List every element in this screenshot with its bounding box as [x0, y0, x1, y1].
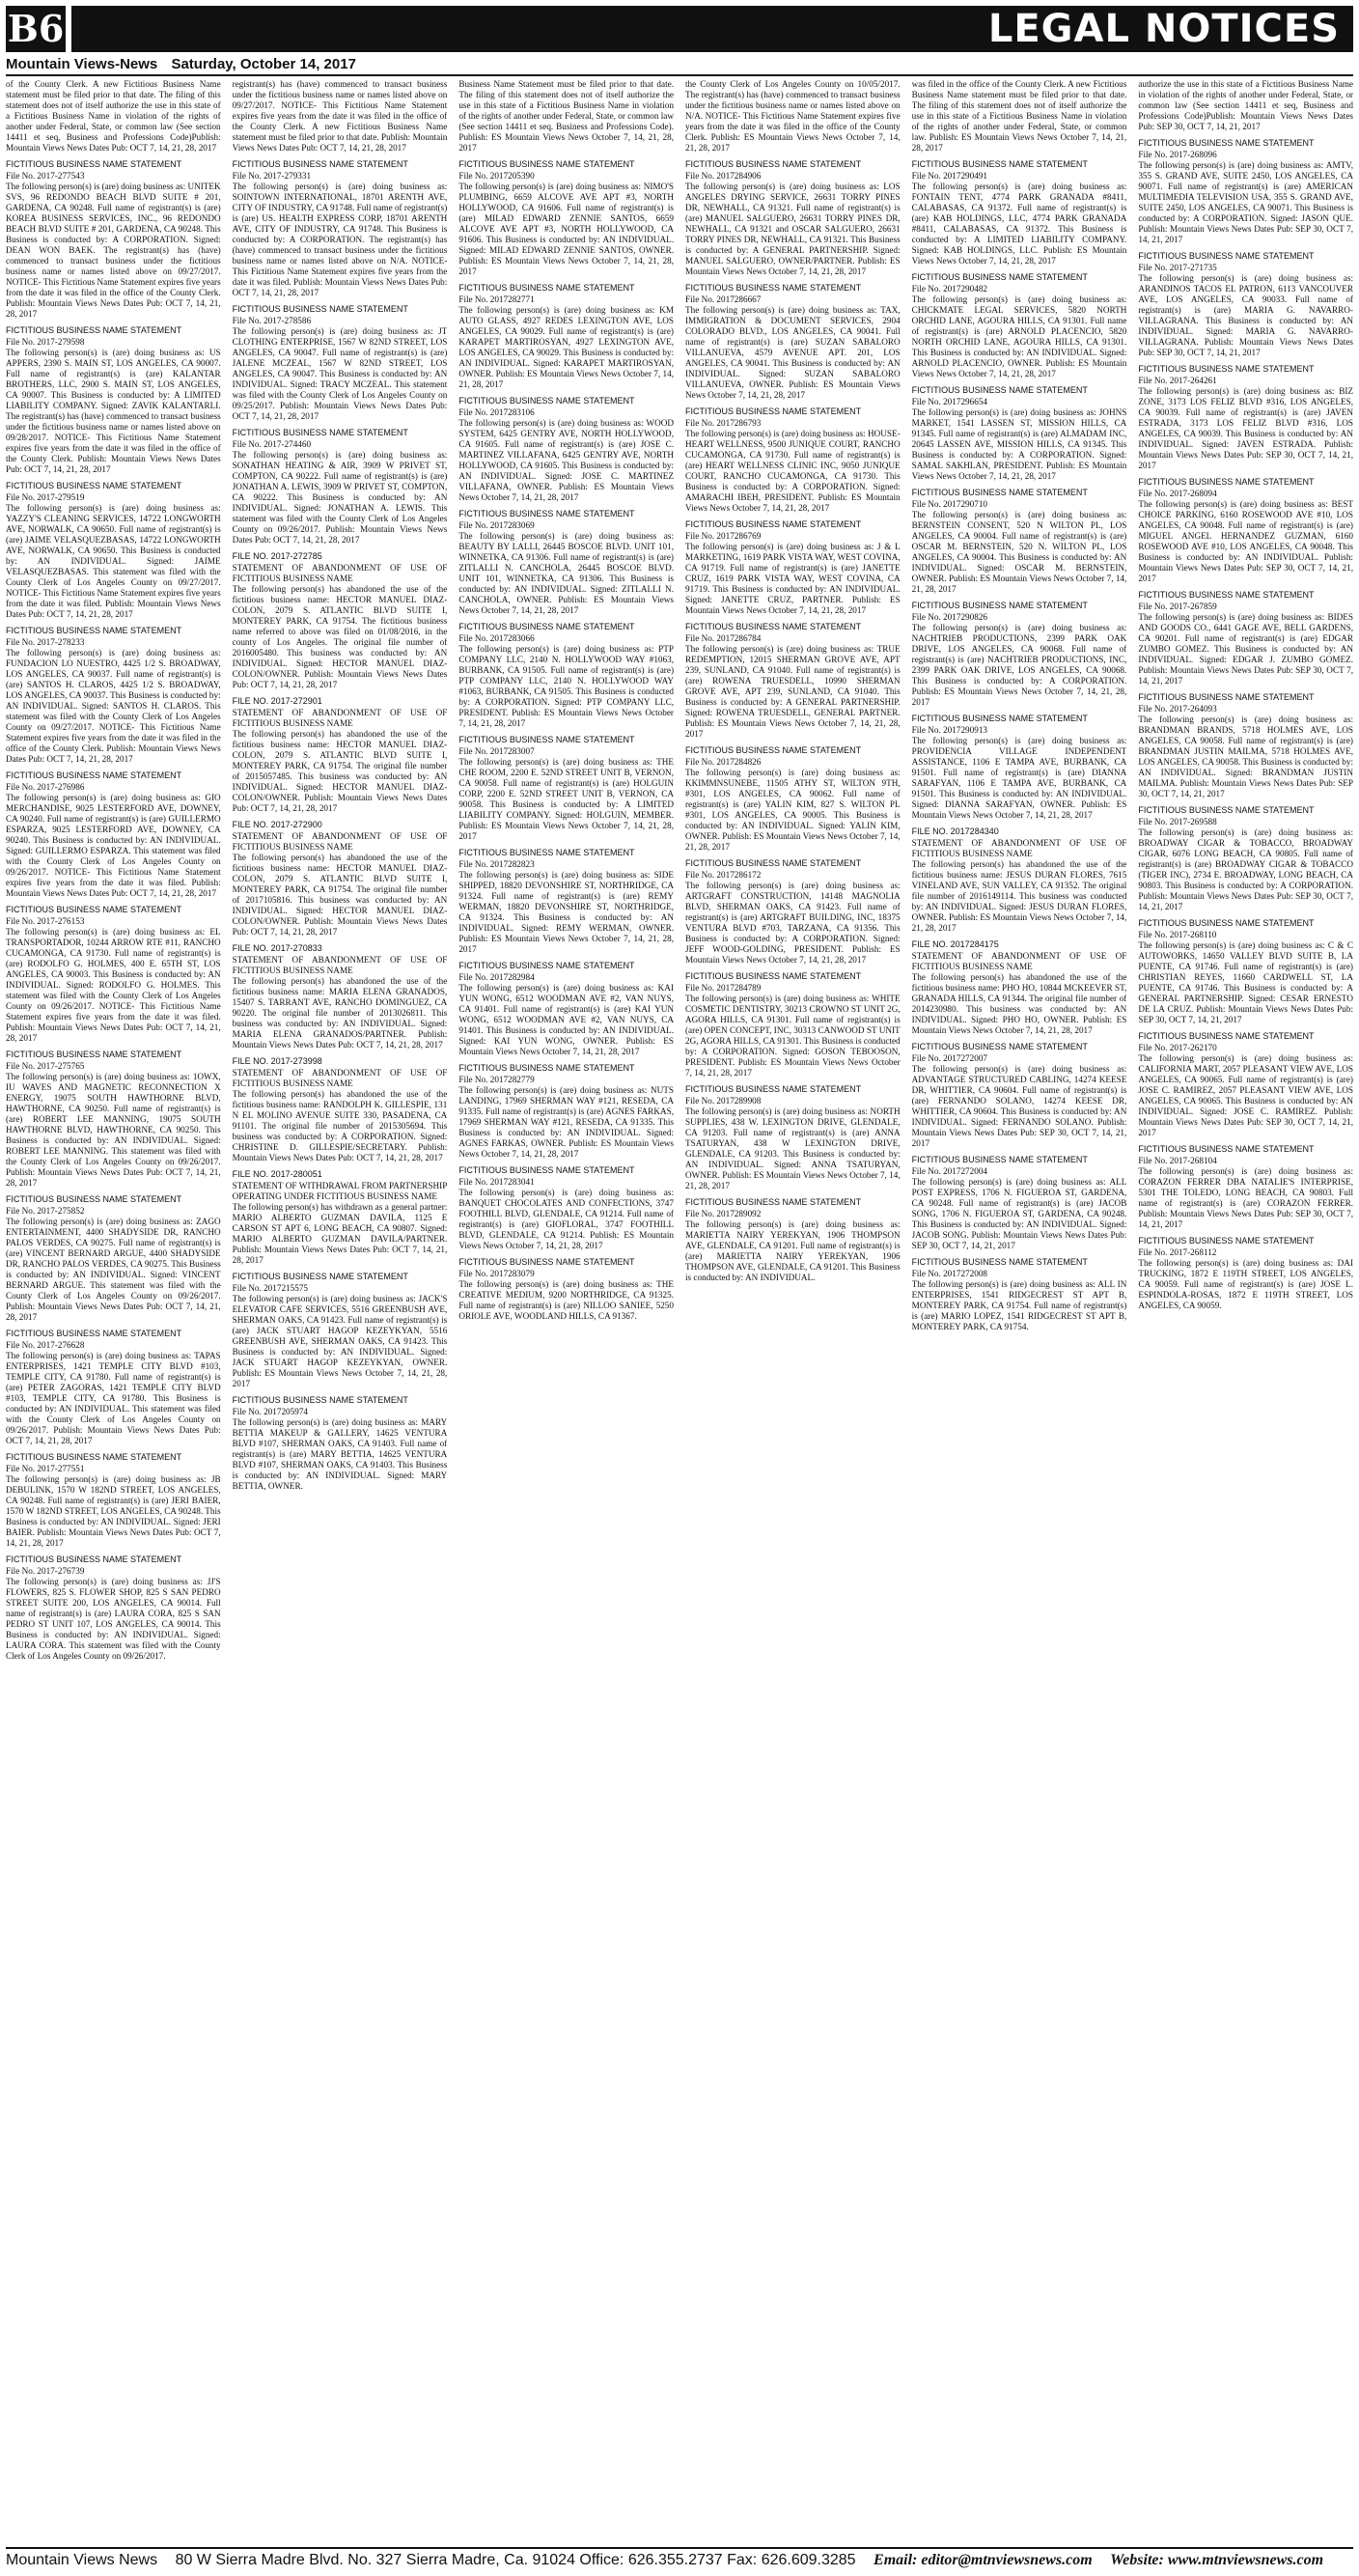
notice-heading: FICTITIOUS BUSINESS NAME STATEMENT — [1138, 692, 1315, 702]
notice-heading: FICTITIOUS BUSINESS NAME STATEMENT — [458, 396, 635, 406]
notice-heading: FICTITIOUS BUSINESS NAME STATEMENT — [232, 428, 408, 437]
notice-file-number: STATEMENT OF ABANDONMENT OF USE OF FICTITIOUS BUSINESS NAME — [232, 955, 448, 975]
legal-notice — [6, 626, 221, 765]
notice-file-number: STATEMENT OF ABANDONMENT OF USE OF FICTITIOUS BUSINESS NAME — [232, 1068, 448, 1088]
notice-file-number: File No. 2017-264093 — [1138, 704, 1217, 714]
notice-file-number: File No. 2017296654 — [911, 397, 988, 406]
notice-heading: FICTITIOUS BUSINESS NAME STATEMENT — [232, 304, 408, 314]
notice-body: The following person(s) is (are) doing business as: JACK'S ELEVATOR CAFE SERVICES, 5516 GREENBUSH AVE, SHERMAN OAKS, CA 91423. Full name of registrant(s) is (are) JACK STUART HAGOP KEZEYKYAN, 5516 GREENBUSH AVE, SHERMAN OAKS, CA 91423. This Business is conducted by: AN INDIVIDUAL. Signed: JACK STUART HAGOP KEZEYKYAN, OWNER. Publish: ES Mountain Views News October 7, 14, 21, 28, 2017 — [232, 1294, 448, 1388]
legal-notice — [912, 385, 1127, 482]
notice-body: The following person(s) is (are) doing business as: CHICKMATE LEGAL SERVICES, 5820 NORTH ORCHID LANE, AGOURA HILLS, CA 91301. Full name of registrant(s) is (are) ARNOLD PLACENCIO, 5820 NORTH ORCHID LANE, AGOURA HILLS, CA 91301. This Business is conducted by: AN INDIVIDUAL. Signed: ARNOLD PLACENCIO, OWNER. Publish: ES Mountain Views News October 7, 14, 21, 28, 2017 — [911, 294, 1127, 378]
notice-heading: FICTITIOUS BUSINESS NAME STATEMENT — [6, 905, 182, 914]
notice-body: The following person(s) is (are) doing business as: THE CREATIVE MEDIUM, 9200 NORTHRIDGE, CA 91325. Full name of registrant(s) is (are) NILLOO SANIEE, 5250 ORIOLE AVE, WOODLAND HILLS, CA 91367. — [458, 1279, 674, 1321]
legal-notice — [458, 509, 674, 616]
notice-body: was filed in the office of the County Clerk. A new Fictitious Business Name statement must be filed prior to that date. The filing of this statement does not of itself authorize the use in this state of a Fictitious Business Name in violation of the rights of another under Federal, State, or common law. Publish: ES Mountain Views News October 7, 14, 21, 28, 2017 — [911, 79, 1127, 153]
notice-body: The following person(s) is (are) doing business as: ALL POST EXPRESS, 1706 N. FIGUEROA ST, GARDENA, CA 90248. Full name of registrant(s) is (are) JACOB SONG, 1706 N. FIGUEROA ST, GARDENA, CA 90248. This Business is conducted by: AN INDIVIDUAL. Signed: JACOB SONG. Publish: Mountain Views News Dates Pub: SEP 30, OCT 7, 14, 21, 2017 — [911, 1177, 1127, 1250]
notice-file-number: File No. 2017-276986 — [6, 782, 85, 792]
legal-notice — [6, 770, 221, 899]
notice-heading: FICTITIOUS BUSINESS NAME STATEMENT — [911, 159, 1088, 169]
notice-heading: FICTITIOUS BUSINESS NAME STATEMENT — [6, 1329, 182, 1338]
legal-notice — [6, 159, 221, 320]
notice-file-number: File No. 2017272008 — [911, 1269, 988, 1278]
notice-body: The following person(s) is (are) doing business as: MARIETTA NAIRY YEREKYAN, 1906 THOMPSON AVE, GLENDALE, CA 91201. Full name of registrant(s) is (are) MARIETTA NAIRY YEREKYAN, 1906 THOMPSON AVE, GLENDALE, CA 91201. This Business is conducted by: AN INDIVIDUAL. — [685, 1219, 901, 1282]
notice-heading: FICTITIOUS BUSINESS NAME STATEMENT — [458, 1165, 635, 1175]
notice-body: The following person(s) has abandoned the use of the fictitious business name: HECTOR MANUEL DIAZ-COLON, 2079 S. ATLANTIC BLVD SUITE I, MONTEREY PARK, CA 91754. The original file number of 2017105816. This business was conducted by: AN INDIVIDUAL. Signed: HECTOR MANUEL DIAZ-COLON/OWNER. Publish: Mountain Views News Dates Pub: OCT 7, 14, 21, 28, 2017 — [232, 853, 448, 937]
notice-body: The following person(s) is (are) doing business as: JT CLOTHING ENTERPRISE, 1567 W 82ND STREET, LOS ANGELES, CA 90047. Full name of registrant(s) is (are) JALENE MCZEAL, 1567 W 82ND STREET, LOS ANGELES, CA 90047. This Business is conducted by: AN INDIVIDUAL. Signed: TRACY MCZEAL. This statement was filed with the County Clerk of Los Angeles County on 09/25/2017. Publish: Mountain Views News Dates Pub: OCT 7, 14, 21, 28, 2017 — [232, 326, 448, 421]
notice-heading: FICTITIOUS BUSINESS NAME STATEMENT — [685, 971, 862, 981]
notice-body: registrant(s) has (have) commenced to transact business under the fictitious business name or names listed above on 09/27/2017. NOTICE- This Fictitious Name Statement expires five years from the date it was filed in the office of the County Clerk. A new Fictitious Business Name statement must be filed prior to that date. Publish: Mountain Views News Dates Pub: OCT 7, 14, 21, 28, 2017 — [232, 79, 448, 153]
notice-heading: FICTITIOUS BUSINESS NAME STATEMENT — [458, 1063, 635, 1073]
legal-notice — [1138, 477, 1353, 584]
legal-notice — [685, 79, 901, 154]
notice-heading: FICTITIOUS BUSINESS NAME STATEMENT — [1138, 364, 1315, 374]
notice-file-number: File No. 2017283007 — [458, 746, 535, 756]
notice-body: The following person(s) is (are) doing business as: FUNDACION LO NUESTRO, 4425 1/2 S. BROADWAY, LOS ANGELES, CA 90037. Full name of registrant(s) is (are) SANTOS H. CLAROS, 4425 1/2 S. BROADWAY, LOS ANGELES, CA 90037. This Business is conducted by: AN INDIVIDUAL. Signed: SANTOS H. CLAROS. This statement was filed with the County Clerk of Los Angeles County on 09/27/2017. NOTICE- This Fictitious Name Statement expires five years from the date it was filed in the office of the County Clerk. Publish: Mountain Views News Dates Pub: OCT 7, 14, 21, 28, 2017 — [6, 648, 221, 764]
notice-heading: FICTITIOUS BUSINESS NAME STATEMENT — [911, 1042, 1088, 1051]
notice-heading: FICTITIOUS BUSINESS NAME STATEMENT — [1138, 1031, 1315, 1041]
notice-file-number: File No. 2017-278233 — [6, 637, 85, 647]
notice-file-number: STATEMENT OF ABANDONMENT OF USE OF FICTITIOUS BUSINESS NAME — [911, 951, 1127, 971]
notice-body: The following person(s) is (are) doing business as: ZAGO ENTERTAINMENT, 4400 SHADYSIDE DR, RANCHO PALOS VERDES, CA 90275. Full name of registrant(s) is (are) VINCENT BERNARD ARGUE, 4400 SHADYSIDE DR, RANCHO PALOS VERDES, CA 90275. This Business is conducted by: AN INDIVIDUAL. Signed: VINCENT BERNARD ARGUE. This statement was filed with the County Clerk of Los Angeles County on 09/26/2017. Publish: Mountain Views News Dates Pub: OCT 7, 14, 21, 28, 2017 — [6, 1217, 221, 1322]
legal-notice — [912, 939, 1127, 1036]
notice-file-number: File No. 2017290913 — [911, 725, 988, 735]
notice-heading: FICTITIOUS BUSINESS NAME STATEMENT — [911, 385, 1088, 395]
notice-body: The following person(s) is (are) doing business as: KM AUTO GLASS, 4927 REDES LEXINGTON AVE, LOS ANGELES, CA 90029. Full name of registrant(s) is (are) KARAPET MARTIROSYAN, 4927 LEXINGTON AVE, LOS ANGELES, CA 90029. This Business is conducted by: AN INDIVIDUAL. Signed: KARAPET MARTIROSYAN, OWNER. Publish: ES Mountain Views News October 7, 14, 21, 28, 2017 — [458, 305, 674, 389]
notice-file-number: File No. 2017290710 — [911, 499, 988, 509]
notice-body: The following person(s) is (are) doing business as: JOHNS MARKET, 1541 LASSEN ST, MISSION HILLS, CA 91345. Full name of registrant(s) is (are) ALMADAM INC, 20645 LASSEN AVE, MISSION HILLS, CA 91345. This Business is conducted by: A CORPORATION. Signed: SAMAL SAKHLAN, PRESIDENT. Publish: ES Mountain Views News October 7, 14, 21, 28, 2017 — [911, 407, 1127, 481]
notice-file-number: File No. 2017-268110 — [1138, 930, 1217, 939]
notice-body: The following person(s) has abandoned the use of the fictitious business name: MARIA ELENA GRANADOS, 15407 S. TARRANT AVE, RANCHO DOMINGUEZ, CA 90220. The original file number of 2013026811. This business was conducted by: AN INDIVIDUAL. Signed: MARIA ELENA GRANADOS/PARTNER. Publish: Mountain Views News Dates Pub: OCT 7, 14, 21, 28, 2017 — [232, 976, 448, 1050]
notice-heading: FICTITIOUS BUSINESS NAME STATEMENT — [685, 283, 862, 293]
notice-column — [685, 79, 901, 2543]
legal-notice — [912, 272, 1127, 379]
notice-file-number: File No. 2017283041 — [458, 1177, 535, 1187]
notice-file-number: File No. 2017283066 — [458, 633, 535, 643]
notice-body: The following person(s) is (are) doing business as: KKIMMNSUNEBE, 11505 ATHY ST, WILTON 9TH, #301, LOS ANGELES, CA 90062. Full name of registrant(s) is (are) YALIN KIM, 827 S. WILTON PL #301, LOS ANGELES, CA 90005. This Business is conducted by: AN INDIVIDUAL. Signed: YALIN KIM, OWNER. Publish: ES Mountain Views News October 7, 14, 21, 28, 2017 — [685, 768, 901, 852]
page-footer — [6, 2547, 1353, 2572]
notice-heading: FICTITIOUS BUSINESS NAME STATEMENT — [911, 1257, 1088, 1267]
notice-file-number: File No. 2017290491 — [911, 171, 988, 181]
notice-body: The following person(s) has withdrawn as a general partner: MARIO ALBERTO GUZMAN DAVILA, 1125 E CARSON ST APT 6, LONG BEACH, CA 90807. Signed: MARIO ALBERTO GUZMAN DAVILA/PARTNER. Publish: Mountain Views News Dates Pub: OCT 7, 14, 21, 28, 2017 — [232, 1202, 448, 1265]
notice-body: The following person(s) is (are) doing business as: PTP COMPANY LLC, 2140 N. HOLLYWOOD WAY #1063, BURBANK, CA 91505. Full name of registrant(s) is (are) PTP COMPANY LLC, 2140 N. HOLLYWOOD WAY #1063, BURBANK, CA 91505. This Business is conducted by: A CORPORATION. Signed: PTP COMPANY LLC, PRESIDENT. Publish: ES Mountain Views News October 7, 14, 21, 28, 2017 — [458, 644, 674, 728]
notice-body: The following person(s) has abandoned the use of the fictitious business name: HECTOR MANUEL DIAZ-COLON, 2079 S. ATLANTIC BLVD SUITE I, MONTEREY PARK, CA 91754. The original file number of 2015057485. This business was conducted by: AN INDIVIDUAL. Signed: HECTOR MANUEL DIAZ-COLON/OWNER. Publish: Mountain Views News Dates Pub: OCT 7, 14, 21, 28, 2017 — [232, 729, 448, 813]
notice-body: the County Clerk of Los Angeles County on 10/05/2017. The registrant(s) has (have) commenced to transact business under the fictitious business name or names listed above on N/A. NOTICE- This Fictitious Name Statement expires five years from the date it was filed in the office of the County Clerk. Publish: ES Mountain Views News October 7, 14, 21, 28, 2017 — [685, 79, 901, 153]
footer-website[interactable]: Website: www.mtnviewsnews.com — [1110, 2552, 1324, 2568]
notice-body: The following person(s) is (are) doing business as: PROVIDENCIA VILLAGE INDEPENDENT ASSISTANCE, 1106 E TAMPA AVE, BURBANK, CA 91501. Full name of registrant(s) is (are) DIANNA SARAFYAN, 1106 E TAMPA AVE, BURBANK, CA 91501. This Business is conducted by: AN INDIVIDUAL. Signed: DIANNA SARAFYAN, OWNER. Publish: ES Mountain Views News October 7, 14, 21, 28, 2017 — [911, 736, 1127, 820]
notice-file-number: File No. 2017-279598 — [6, 337, 85, 347]
notice-file-number: File No. 2017-268104 — [1138, 1156, 1217, 1165]
notice-heading: FICTITIOUS BUSINESS NAME STATEMENT — [685, 519, 862, 529]
notice-body: The following person(s) is (are) doing business as: BIDES AND GOODS CO., 6441 GAGE AVE, BELL GARDENS, CA 90201. Full name of registrant(s) is (are) EDGAR ZUMBO GOMEZ. This Business is conducted by: AN INDIVIDUAL. Signed: EDGAR J. ZUMBO GOMEZ. Publish: Mountain Views News Dates Pub: SEP 30, OCT 7, 14, 21, 2017 — [1138, 612, 1353, 686]
legal-notice — [685, 283, 901, 401]
legal-notice — [912, 1155, 1127, 1251]
legal-notice — [458, 961, 674, 1057]
notice-body: The following person(s) is (are) doing business as: CORAZON FERRER DBA NATALIE'S INTERPRISE, 5301 THE TOLEDO, LONG BEACH, CA 90803. Full name of registrant(s) is (are) CORAZON FERRER. Publish: Mountain Views News Dates Pub: SEP 30, OCT 7, 14, 21, 2017 — [1138, 1166, 1353, 1229]
notice-file-number: File No. 2017282771 — [458, 294, 535, 304]
notice-file-number: File No. 2017-276153 — [6, 916, 85, 926]
notice-heading: FICTITIOUS BUSINESS NAME STATEMENT — [1138, 590, 1315, 600]
section-title: LEGAL NOTICES — [987, 7, 1340, 51]
notice-body: The following person(s) is (are) doing business as: JJ'S FLOWERS, 825 S. FLOWER SHOP, 825 S SAN PEDRO STREET SUITE 200, LOS ANGELES, CA 90014. Full name of registrant(s) is (are) LAURA CORA, 825 S SAN PEDRO ST UNIT 107, LOS ANGELES, CA 90014. This Business is conducted by: AN INDIVIDUAL. Signed: LAURA CORA. This statement was filed with the County Clerk of Los Angeles County on 09/26/2017. — [6, 1577, 221, 1661]
legal-notice — [233, 820, 448, 938]
legal-notice — [912, 159, 1127, 266]
notice-body: The following person(s) is (are) doing business as: TAPAS ENTERPRISES, 1421 TEMPLE CITY BLVD #103, TEMPLE CITY, CA 91780. Full name of registrant(s) is (are) PETER ZAGORAS, 1421 TEMPLE CITY BLVD #103, TEMPLE CITY, CA 91780. This Business is conducted by: AN INDIVIDUAL. This statement was filed with the County Clerk of Los Angeles County on 09/26/2017. Publish: Mountain Views News Dates Pub: OCT 7, 14, 21, 28, 2017 — [6, 1351, 221, 1445]
notice-heading: FICTITIOUS BUSINESS NAME STATEMENT — [6, 770, 182, 780]
notice-body: The following person(s) is (are) doing business as: TRUE REDEMPTION, 12015 SHERMAN GROVE AVE, APT 239, SUNLAND, CA 91040. Full name of registrant(s) is (are) ROWENA TRUESDELL, 10990 SHERMAN GROVE AVE, APT 239, SUNLAND, CA 91040. This Business is conducted by: A GENERAL PARTNERSHIP. Signed: ROWENA TRUESDELL, GENERAL PARTNER. Publish: ES Mountain Views News October 7, 14, 21, 28, 2017 — [685, 644, 901, 739]
notice-heading: FICTITIOUS BUSINESS NAME STATEMENT — [458, 1257, 635, 1267]
notice-body: The following person(s) is (are) doing business as: HOUSE-HEART WELLNESS, 9500 JUNIQUE COURT, RANCHO CUCAMONGA, CA 91730. Full name of registrant(s) is (are) HEART WELLNESS CLINIC INC, 9050 JUNIQUE COURT, RANCHO CUCAMONGA, CA 91730. This Business is conducted by: A CORPORATION. Signed: AMARACHI IBEH, PRESIDENT. Publish: ES Mountain Views News October 7, 14, 21, 28, 2017 — [685, 429, 901, 513]
legal-notice — [685, 858, 901, 966]
notice-body: The following person(s) is (are) doing business as: BEAUTY BY LALLI, 26445 BOSCOE BLVD. UNIT 101, WINNETKA, CA 91306. Full name of registrant(s) is (are) ZITLALLI N. CANCHOLA, 26445 BOSCOE BLVD. UNIT 101, WINNETKA, CA 91306. This Business is conducted by: AN INDIVIDUAL. Signed: ZITLALLI N. CANCHOLA, OWNER. Publish: ES Mountain Views News October 7, 14, 21, 28, 2017 — [458, 531, 674, 615]
notice-heading: FICTITIOUS BUSINESS NAME STATEMENT — [6, 481, 182, 490]
notice-body: The following person(s) is (are) doing business as: ARANDINOS TACOS EL PATRON, 6113 VANCOUVER AVE, LOS ANGELES, CA 90033. Full name of registrant(s) is (are) MARIA G. NAVARRO-VILLAGRANA. This Business is conducted by: AN INDIVIDUAL. Signed: MARIA G. NAVARRO-VILLAGRANA. Publish: Mountain Views News Dates Pub: SEP 30, OCT 7, 14, 21, 2017 — [1138, 273, 1353, 357]
notice-file-number: File No. 2017-277551 — [6, 1464, 85, 1473]
notice-file-number: File No. 2017286172 — [685, 870, 762, 880]
issue-date: Saturday, October 14, 2017 — [171, 56, 356, 72]
notice-file-number: File No. 2017-264261 — [1138, 376, 1217, 385]
notice-file-number: File No. 2017-268094 — [1138, 489, 1217, 498]
notice-body: The following person(s) has abandoned the use of the fictitious business name: RANDOLPH K. GILLESPIE, 131 N EL MOLINO AVENUE SUITE 330, PASADENA, CA 91101. The original file number of 2015305694. This business was conducted by: A CORPORATION. Signed: CHRISTINE D. GILLESPIE/SECRETARY. Publish: Mountain Views News Dates Pub: OCT 7, 14, 21, 28, 2017 — [232, 1089, 448, 1162]
notice-file-number: File No. 2017286667 — [685, 294, 762, 304]
notice-heading: FICTITIOUS BUSINESS NAME STATEMENT — [458, 159, 635, 169]
notice-body: of the County Clerk. A new Fictitious Business Name statement must be filed prior to that date. The filing of this statement does not of itself authorize the use in this state of a Fictitious Business Name in violation of the rights of another under Federal, State, or common law (See section 14411 et seq, Business and Professions Code)Publish: Mountain Views News Dates Pub: OCT 7, 14, 21, 28, 2017 — [6, 79, 221, 153]
legal-notice — [1138, 692, 1353, 799]
legal-notice — [1138, 1031, 1353, 1138]
notice-column — [912, 79, 1127, 2543]
notice-body: The following person(s) is (are) doing business as: BRANDMAN BRANDS, 5718 HOLMES AVE, LOS ANGELES, CA 90058. Full name of registrant(s) is (are) BRANDMAN JUSTIN MAILMA, 5718 HOLMES AVE, LOS ANGELES, CA 90058. This Business is conducted by: AN INDIVIDUAL. Signed: BRANDMAN JUSTIN MAILMA. Publish: Mountain Views News Dates Pub: SEP 30, OCT 7, 14, 21, 2017 — [1138, 714, 1353, 798]
notice-body: The following person(s) is (are) doing business as: YAZZY'S CLEANING SERVICES, 14722 LONGWORTH AVE, NORWALK, CA 90650. Full name of registrant(s) is (are) JAIME VELASQUEZBASAS, 14722 LONGWORTH AVE, NORWALK, CA 90650. This Business is conducted by: AN INDIVIDUAL. Signed: JAIME VELASQUEZBASAS. This statement was filed with the County Clerk of Los Angeles County on 09/27/2017. NOTICE- This Fictitious Name Statement expires five years from the date it was filed. Publish: Mountain Views News Dates Pub: OCT 7, 14, 21, 28, 2017 — [6, 503, 221, 619]
legal-notice — [1138, 79, 1353, 132]
notice-file-number: STATEMENT OF ABANDONMENT OF USE OF FICTITIOUS BUSINESS NAME — [232, 563, 448, 583]
notice-heading: FILE NO. 2017-280051 — [232, 1169, 322, 1179]
legal-notice — [912, 488, 1127, 595]
notice-file-number: STATEMENT OF ABANDONMENT OF USE OF FICTITIOUS BUSINESS NAME — [911, 838, 1127, 858]
notice-file-number: File No. 2017284906 — [685, 171, 762, 181]
notice-heading: FICTITIOUS BUSINESS NAME STATEMENT — [685, 745, 862, 755]
notice-heading: FILE NO. 2017-272901 — [232, 696, 322, 706]
legal-notice — [912, 601, 1127, 708]
legal-notice — [458, 283, 674, 390]
legal-notice — [685, 745, 901, 853]
legal-notice — [912, 1042, 1127, 1149]
notice-file-number: File No. 2017286769 — [685, 531, 762, 541]
legal-notice — [233, 943, 448, 1050]
notice-file-number: File No. 2017-276628 — [6, 1340, 85, 1350]
legal-notice — [458, 848, 674, 955]
notice-file-number: File No. 2017283069 — [458, 520, 535, 530]
notice-heading: FICTITIOUS BUSINESS NAME STATEMENT — [232, 1395, 408, 1405]
notice-body: The following person(s) is (are) doing business as: TAX, IMMIGRATION & DOCUMENT SERVICES, 2904 COLORADO BLVD., LOS ANGELES, CA 90041. Full name of registrant(s) is (are) SUZAN SABALORO VILLANUEVA, 4579 AVENUE APT. 201, LOS ANGELES, CA 90041. This Business is conducted by: AN INDIVIDUAL. Signed: SUZAN SABALORO VILLANUEVA, OWNER. Publish: ES Mountain Views News October 7, 14, 21, 28, 2017 — [685, 305, 901, 400]
notice-heading: FILE NO. 2017-272785 — [232, 551, 322, 561]
notice-heading: FICTITIOUS BUSINESS NAME STATEMENT — [685, 406, 862, 416]
notice-body: The following person(s) is (are) doing business as: C & C AUTOWORKS, 14650 VALLEY BLVD SUITE B, LA PUENTE, CA 91746. Full name of registrant(s) is (are) CHRISTIAN REYES, 11660 CARDWELL ST, LA PUENTE, CA 91746. This Business is conducted by: A GENERAL PARTNERSHIP. Signed: CESAR ERNESTO DE LA CRUZ. Publish: Mountain Views News Dates Pub: SEP 30, OCT 7, 14, 21, 2017 — [1138, 940, 1353, 1024]
legal-notice — [912, 1257, 1127, 1332]
notice-heading: FICTITIOUS BUSINESS NAME STATEMENT — [6, 159, 182, 169]
dateline — [6, 56, 1353, 73]
notice-file-number: STATEMENT OF ABANDONMENT OF USE OF FICTITIOUS BUSINESS NAME — [232, 831, 448, 852]
notice-file-number: File No. 2017282779 — [458, 1075, 535, 1084]
legal-notice — [1138, 805, 1353, 912]
notice-body: The following person(s) is (are) doing business as: J & L MARKETING, 1619 PARK VISTA WAY, WEST COVINA, CA 91719. Full name of registrant(s) is (are) JANETTE CRUZ, 1619 PARK VISTA WAY, WEST COVINA, CA 91719. This Business is conducted by: AN INDIVIDUAL. Signed: JANETTE CRUZ, PARTNER. Publish: ES Mountain Views News October 7, 14, 21, 28, 2017 — [685, 542, 901, 615]
notice-file-number: File No. 2017-271735 — [1138, 263, 1217, 272]
legal-notice — [912, 826, 1127, 934]
legal-notice — [6, 1194, 221, 1323]
notice-file-number: File No. 2017205974 — [232, 1407, 309, 1416]
legal-notice — [458, 735, 674, 842]
notice-heading: FILE NO. 2017284175 — [911, 939, 999, 949]
notice-heading: FICTITIOUS BUSINESS NAME STATEMENT — [6, 1050, 182, 1059]
notice-file-number: File No. 2017272007 — [911, 1053, 988, 1063]
notice-file-number: File No. 2017289908 — [685, 1096, 762, 1106]
notice-file-number: File No. 2017-279331 — [232, 171, 312, 181]
legal-notice — [458, 79, 674, 154]
notice-heading: FICTITIOUS BUSINESS NAME STATEMENT — [232, 159, 408, 169]
notice-file-number: File No. 2017-268112 — [1138, 1247, 1217, 1257]
notice-body: authorize the use in this state of a Fictitious Business Name in violation of the rights of another under Federal, State, or common law (See section 14411 et seq, Business and Professions Code)Publish: Mountain Views News Dates Pub: SEP 30, OCT 7, 14, 21, 2017 — [1138, 79, 1353, 131]
notice-body: The following person(s) is (are) doing business as: BANQUET CHOCOLATES AND CONFECTIONS, 3747 FOOTHILL BLVD, GLENDALE, CA 91214. Full name of registrant(s) is (are) GIOFLORAL, 3747 FOOTHILL BLVD, GLENDALE, CA 91214. Publish: ES Mountain Views News October 7, 14, 21, 28, 2017 — [458, 1188, 674, 1250]
masthead — [6, 6, 1353, 71]
notice-body: The following person(s) is (are) doing business as: THE CHE ROOM, 2200 E. 52ND STREET UNIT B, VERNON, CA 90058. Full name of registrant(s) is (are) HOLGUIN CORP, 2200 E. 52ND STREET UNIT B, VERNON, CA 90058. This Business is conducted by: A LIMITED LIABILITY COMPANY. Signed: HOLGUIN, MEMBER. Publish: ES Mountain Views News October 7, 14, 21, 28, 2017 — [458, 757, 674, 841]
notice-heading: FICTITIOUS BUSINESS NAME STATEMENT — [1138, 805, 1315, 815]
notice-body: The following person(s) is (are) doing business as: BIZ ZONE, 3173 LOS FELIZ BLVD #316, LOS ANGELES, CA 90039. Full name of registrant(s) is (are) JAVEN ESTRADA, 3173 LOS FELIZ BLVD #316, LOS ANGELES, CA 90039. This Business is conducted by: AN INDIVIDUAL. Signed: JAVEN ESTRADA. Publish: Mountain Views News Dates Pub: SEP 30, OCT 7, 14, 21, 2017 — [1138, 386, 1353, 470]
legal-notice — [685, 622, 901, 740]
legal-notice — [1138, 590, 1353, 686]
notice-body: The following person(s) is (are) doing business as: NACHTRIEB PRODUCTIONS, 2399 PARK OAK DRIVE, LOS ANGELES, CA 90068. Full name of registrant(s) is (are) NACHTRIEB PRODUCTIONS, INC, 2399 PARK OAK DRIVE, LOS ANGELES, CA 90068. This Business is conducted by: A CORPORATION. Publish: ES Mountain Views News October 7, 14, 21, 28, 2017 — [911, 623, 1127, 707]
notice-heading: FICTITIOUS BUSINESS NAME STATEMENT — [1138, 251, 1315, 261]
legal-notice — [685, 1197, 901, 1283]
legal-notice — [1138, 918, 1353, 1025]
notice-body: The following person(s) is (are) doing business as: UNITEK SVS, 96 REDONDO BEACH BLVD SUITE # 201, GARDENA, CA 90248. Full name of registrant(s) is (are) KOREA BUSINESS SERVICES, INC., 96 REDONDO BEACH BLVD SUITE # 201, GARDENA, CA 90248. This Business is conducted by: A CORPORATION. Signed: DEAN WON BAEK. The registrant(s) has (have) commenced to transact business under the fictitious business name or names listed above on 09/27/2017. NOTICE- This Fictitious Name Statement expires five years from the date it was filed in the office of the County Clerk. Publish: Mountain Views News Dates Pub: OCT 7, 14, 21, 28, 2017 — [6, 182, 221, 319]
notice-heading: FICTITIOUS BUSINESS NAME STATEMENT — [458, 622, 635, 631]
legal-notice — [6, 79, 221, 154]
notice-body: The following person(s) is (are) doing business as: 1OWX, IU WAVES AND MAGNETIC RECONNECTION X ENERGY, 19075 SOUTH HAWTHORNE BLVD, HAWTHORNE, CA 90250. Full name of registrant(s) is (are) ROBERT LEE MANNING, 19075 SOUTH HAWTHORNE BLVD, HAWTHORNE, CA 90250. This Business is conducted by: AN INDIVIDUAL. Signed: ROBERT LEE MANNING. This statement was filed with the County Clerk of Los Angeles County on 09/26/2017. Publish: Mountain Views News Dates Pub: OCT 7, 14, 21, 28, 2017 — [6, 1072, 221, 1188]
notice-body: The following person(s) is (are) doing business as: JB DEBULINK, 1570 W 182ND STREET, LOS ANGELES, CA 90248. Full name of registrant(s) is (are) JERI BAIER, 1570 W 182ND STREET, LOS ANGELES, CA 90248. This Business is conducted by: AN INDIVIDUAL. Signed: JERI BAIER. Publish: Mountain Views News Dates Pub: OCT 7, 14, 21, 28, 2017 — [6, 1474, 221, 1548]
notice-body: Business Name Statement must be filed prior to that date. The filing of this statement does not of itself authorize the use in this state of a Fictitious Business Name in violation of the rights of another under Federal, State, or common law (See section 14411 et seq. Business and Professions Code). Publish: ES Mountain Views News October 7, 14, 21, 28, 2017 — [458, 79, 674, 153]
notice-column — [458, 79, 674, 2543]
notice-body: The following person(s) is (are) doing business as: NIMO'S PLUMBING, 6659 ALCOVE AVE APT #3, NORTH HOLLYWOOD, CA 91606. Full name of registrant(s) is (are) MILAD EDWARD ZENNIE SANTOS, 6659 ALCOVE AVE APT #3, NORTH HOLLYWOOD, CA 91606. This Business is conducted by: AN INDIVIDUAL. Signed: MILAD EDWARD ZENNIE SANTOS, OWNER. Publish: ES Mountain Views News October 7, 14, 21, 28, 2017 — [458, 182, 674, 276]
legal-notice — [233, 79, 448, 154]
notice-file-number: File No. 2017-279519 — [6, 492, 85, 502]
legal-notice — [1138, 251, 1353, 358]
notice-body: The following person(s) is (are) doing business as: BROADWAY CIGAR & TOBACCO, BROADWAY CIGAR, 6076 LONG BEACH, CA 90805. Full name of registrant(s) is (are) BROADWAY CIGAR & TOBACCO (TIGER INC), 2734 E. BROADWAY, LONG BEACH, CA 90803. This Business is conducted by: A CORPORATION. Publish: Mountain Views News Dates Pub: SEP 30, OCT 7, 14, 21, 2017 — [1138, 827, 1353, 911]
notice-file-number: File No. 2017286793 — [685, 418, 762, 428]
notice-body: The following person(s) is (are) doing business as: DAI TRUCKING, 1872 E 119TH STREET, LOS ANGELES, CA 90059. Full name of registrant(s) is (are) JOSE L. ESPINDOLA-ROSAS, 1872 E 119TH STREET, LOS ANGELES, CA 90059. — [1138, 1258, 1353, 1310]
legal-notice — [6, 481, 221, 620]
notice-heading: FICTITIOUS BUSINESS NAME STATEMENT — [232, 1272, 408, 1281]
legal-notice — [233, 696, 448, 814]
notice-file-number: File No. 2017290482 — [911, 284, 988, 294]
notice-heading: FICTITIOUS BUSINESS NAME STATEMENT — [685, 622, 862, 631]
legal-notice — [233, 1056, 448, 1163]
notice-body: The following person(s) is (are) doing business as: AMTV, 355 S. GRAND AVE, SUITE 2450, LOS ANGELES, CA 90071. Full name of registrant(s) is (are) AMERICAN MULTIMEDIA TELEVISION USA, 355 S. GRAND AVE, SUITE 2450, LOS ANGELES, CA 90071. This Business is conducted by: A CORPORATION. Signed: JASON QUE. Publish: Mountain Views News Dates Pub: SEP 30, OCT 7, 14, 21, 2017 — [1138, 160, 1353, 244]
notice-body: The following person(s) is (are) doing business as: NORTH SUPPLIES, 438 W. LEXINGTON DRIVE, GLENDALE, CA 91203. Full name of registrant(s) is (are) ANNA TSATURYAN, 438 W LEXINGTON DRIVE, GLENDALE, CA 91203. This Business is conducted by: AN INDIVIDUAL. Signed: ANNA TSATURYAN, OWNER. Publish: ES Mountain Views News October 7, 14, 21, 28, 2017 — [685, 1106, 901, 1190]
legal-notice — [6, 905, 221, 1044]
notice-heading: FICTITIOUS BUSINESS NAME STATEMENT — [6, 626, 182, 635]
notice-heading: FICTITIOUS BUSINESS NAME STATEMENT — [1138, 477, 1315, 487]
footer-address: 80 W Sierra Madre Blvd. No. 327 Sierra Madre, Ca. 91024 Office: 626.355.2737 Fax: 626.609.3285 — [175, 2552, 856, 2568]
notice-heading: FICTITIOUS BUSINESS NAME STATEMENT — [911, 488, 1088, 497]
notice-file-number: File No. 2017-275765 — [6, 1061, 85, 1071]
notice-file-number: File No. 2017284789 — [685, 983, 762, 993]
notice-file-number: File No. 2017282823 — [458, 859, 535, 869]
notice-file-number: File No. 2017-277543 — [6, 171, 85, 181]
notice-file-number: File No. 2017215575 — [232, 1283, 309, 1293]
notice-heading: FICTITIOUS BUSINESS NAME STATEMENT — [685, 159, 862, 169]
legal-notice — [1138, 138, 1353, 245]
notice-heading: FICTITIOUS BUSINESS NAME STATEMENT — [458, 961, 635, 970]
notice-heading: FICTITIOUS BUSINESS NAME STATEMENT — [458, 848, 635, 857]
notice-body: The following person(s) is (are) doing business as: EL TRANSPORTADOR, 10244 ARROW RTE #11, RANCHO CUCAMONGA, CA 91730. Full name of registrant(s) is (are) RODOLFO G. HOLMES, 400 E. 65TH ST, LOS ANGELES, CA 90003. This Business is conducted by: AN INDIVIDUAL. Signed: RODOLFO G. HOLMES. This statement was filed with the County Clerk of Los Angeles County on 09/26/2017. NOTICE- This Fictitious Name Statement expires five years from the date it was filed. Publish: Mountain Views News Dates Pub: OCT 7, 14, 21, 28, 2017 — [6, 927, 221, 1043]
notice-file-number: File No. 2017-267859 — [1138, 602, 1217, 611]
legal-notice — [458, 1165, 674, 1251]
notice-heading: FICTITIOUS BUSINESS NAME STATEMENT — [6, 1194, 182, 1204]
notice-file-number: File No. 2017-278586 — [232, 316, 312, 325]
notice-heading: FILE NO. 2017-273998 — [232, 1056, 322, 1066]
notice-file-number: File No. 2017-268096 — [1138, 150, 1217, 159]
notice-file-number: STATEMENT OF WITHDRAWAL FROM PARTNERSHIP OPERATING UNDER FICTITIOUS BUSINESS NAME — [232, 1181, 448, 1201]
notice-heading: FICTITIOUS BUSINESS NAME STATEMENT — [1138, 918, 1315, 928]
legal-notice — [912, 714, 1127, 821]
notice-body: The following person(s) is (are) doing business as: CALIFORNIA MART, 2057 PLEASANT VIEW AVE, LOS ANGELES, CA 90065. Full name of registrant(s) is (are) JOSE C. RAMIREZ, 2057 PLEASANT VIEW AVE, LOS ANGELES, CA 90065. This Business is conducted by: AN INDIVIDUAL. Signed: JOSE C. RAMIREZ. Publish: Mountain Views News Dates Pub: SEP 30, OCT 7, 14, 21, 2017 — [1138, 1053, 1353, 1137]
notice-body: The following person(s) has abandoned the use of the fictitious business name: PHO HO, 10844 MCKEEVER ST, GRANADA HILLS, CA 91344. The original file number of 2014230980. This business was conducted by: AN INDIVIDUAL. Signed: PHO HO, OWNER. Publish: ES Mountain Views News October 7, 14, 21, 28, 2017 — [911, 972, 1127, 1035]
legal-notice — [6, 1329, 221, 1446]
publication-name: Mountain Views-News — [6, 56, 158, 72]
legal-notice — [685, 519, 901, 616]
notice-heading: FICTITIOUS BUSINESS NAME STATEMENT — [6, 1452, 182, 1462]
legal-notice — [685, 1084, 901, 1191]
notice-heading: FICTITIOUS BUSINESS NAME STATEMENT — [458, 283, 635, 293]
notice-heading: FICTITIOUS BUSINESS NAME STATEMENT — [1138, 1236, 1315, 1246]
legal-notice — [458, 396, 674, 503]
notice-file-number: File No. 2017290826 — [911, 612, 988, 622]
notice-body: The following person(s) is (are) doing business as: BEST CHOICE PARKING, 6160 ROSEWOOD AVE #10, LOS ANGELES, CA 90048. Full name of registrant(s) is (are) MIGUEL ANGEL HERNANDEZ GUZMAN, 6160 ROSEWOOD AVE #10, LOS ANGELES, CA 90048. This Business is conducted by: AN INDIVIDUAL. Publish: Mountain Views News Dates Pub: SEP 30, OCT 7, 14, 21, 2017 — [1138, 499, 1353, 583]
notice-body: The following person(s) is (are) doing business as: ARTGRAFT CONSTRUCTION, 14148 MAGNOLIA BLVD, SHERMAN OAKS, CA 91423. Full name of registrant(s) is (are) ARTGRAFT BUILDING, INC, 18375 VENTURA BLVD #703, TARZANA, CA 91356. This Business is conducted by: A CORPORATION. Signed: JEFF WOOD-GOLDING, PRESIDENT. Publish: ES Mountain Views News October 7, 14, 21, 28, 2017 — [685, 881, 901, 965]
legal-notice — [233, 304, 448, 422]
notice-body: The following person(s) is (are) doing business as: MARY BETTIA MAKEUP & GALLERY, 14625 VENTURA BLVD #107, SHERMAN OAKS, CA 91403. Full name of registrant(s) is (are) MARY BETTIA, 14625 VENTURA BLVD #107, SHERMAN OAKS, CA 91403. This Business is conducted by: AN INDIVIDUAL. Signed: MARY BETTIA, OWNER. — [232, 1417, 448, 1491]
notice-heading: FICTITIOUS BUSINESS NAME STATEMENT — [685, 1197, 862, 1207]
notice-file-number: File No. 2017-274460 — [232, 439, 312, 449]
legal-notice — [458, 1063, 674, 1160]
legal-notice — [233, 1395, 448, 1492]
notice-heading: FICTITIOUS BUSINESS NAME STATEMENT — [685, 858, 862, 868]
legal-notice — [912, 79, 1127, 154]
legal-notice — [1138, 1236, 1353, 1311]
page-number: B6 — [7, 7, 65, 50]
notice-heading: FICTITIOUS BUSINESS NAME STATEMENT — [6, 325, 182, 335]
notice-heading: FICTITIOUS BUSINESS NAME STATEMENT — [685, 1084, 862, 1094]
legal-notice — [458, 1257, 674, 1322]
legal-notice — [233, 428, 448, 546]
legal-notice — [6, 1050, 221, 1189]
legal-notice — [233, 159, 448, 298]
notice-body: The following person(s) has abandoned the use of the fictitious business name: HECTOR MANUEL DIAZ-COLON, 2079 S. ATLANTIC BLVD SUITE I, MONTEREY PARK, CA 91754. The fictitious business name referred to above was filed on 01/08/2016, in the county of Los Angeles. The original file number of 2016005480. This business was conducted by: AN INDIVIDUAL. Signed: HECTOR MANUEL DIAZ-COLON/OWNER. Publish: Mountain Views News Dates Pub: OCT 7, 14, 21, 28, 2017 — [232, 584, 448, 689]
notice-body: The following person(s) is (are) doing business as: NUTS LANDING, 17969 SHERMAN WAY #121, RESEDA, CA 91335. Full name of registrant(s) is (are) AGNES FARKAS, 17969 SHERMAN WAY #121, RESEDA, CA 91335. This Business is conducted by: AN INDIVIDUAL. Signed: AGNES FARKAS, OWNER. Publish: ES Mountain Views News October 7, 14, 21, 28, 2017 — [458, 1085, 674, 1159]
footer-email[interactable]: Email: editor@mtnviewsnews.com — [874, 2552, 1093, 2568]
legal-notice — [1138, 1144, 1353, 1230]
legal-notice — [458, 622, 674, 729]
notice-heading: FICTITIOUS BUSINESS NAME STATEMENT — [911, 272, 1088, 282]
notice-heading: FICTITIOUS BUSINESS NAME STATEMENT — [458, 509, 635, 518]
notice-file-number: STATEMENT OF ABANDONMENT OF USE OF FICTITIOUS BUSINESS NAME — [232, 708, 448, 728]
notice-file-number: File No. 2017-262170 — [1138, 1043, 1217, 1052]
notice-heading: FICTITIOUS BUSINESS NAME STATEMENT — [6, 1554, 182, 1564]
notice-body: The following person(s) is (are) doing business as: KAI YUN WONG, 6512 WOODMAN AVE #2, VAN NUYS, CA 91401. Full name of registrant(s) is (are) KAI YUN WONG, 6512 WOODMAN AVE #2, VAN NUYS, CA 91401. This Business is conducted by: AN INDIVIDUAL. Signed: KAI YUN WONG, OWNER. Publish: ES Mountain Views News October 7, 14, 21, 28, 2017 — [458, 983, 674, 1056]
notice-file-number: File No. 2017282984 — [458, 972, 535, 982]
notice-file-number: File No. 2017-275852 — [6, 1206, 85, 1216]
notice-body: The following person(s) is (are) doing business as: BERNSTEIN CONSENT, 520 N WILTON PL, LOS ANGELES, CA 90004. Full name of registrant(s) is (are) OSCAR M. BERNSTEIN, 520 N. WILTON PL, LOS ANGELES, CA 90004. This Business is conducted by: AN INDIVIDUAL. Signed: OSCAR M. BERNSTEIN, OWNER. Publish: ES Mountain Views News October 7, 14, 21, 28, 2017 — [911, 510, 1127, 594]
masthead-rule — [6, 74, 1353, 76]
legal-notice — [6, 1452, 221, 1549]
section-title-bar — [71, 6, 1353, 52]
notice-heading: FICTITIOUS BUSINESS NAME STATEMENT — [911, 714, 1088, 723]
notice-body: The following person(s) is (are) doing business as: ALL IN ENTERPRISES, 1541 RIDGECREST ST APT B, MONTEREY PARK, CA 91754. Full name of registrant(s) is (are) MARIO LOPEZ, 1541 RIDGECREST ST APT B, MONTEREY PARK, CA 91754. — [911, 1279, 1127, 1331]
notice-file-number: File No. 2017289092 — [685, 1209, 762, 1218]
notice-heading: FICTITIOUS BUSINESS NAME STATEMENT — [911, 601, 1088, 610]
legal-notice — [685, 406, 901, 514]
legal-notice — [233, 1272, 448, 1389]
notice-file-number: File No. 2017-276739 — [6, 1566, 85, 1576]
notice-file-number: File No. 2017286784 — [685, 633, 762, 643]
notice-file-number: File No. 2017205390 — [458, 171, 535, 181]
legal-notice — [458, 159, 674, 277]
legal-notice — [6, 1554, 221, 1662]
legal-notice — [6, 325, 221, 475]
notice-heading: FICTITIOUS BUSINESS NAME STATEMENT — [1138, 138, 1315, 148]
notice-body: The following person(s) is (are) doing business as: SOINTOWN INTERNATIONAL, 18701 ARENTH AVE, CITY OF INDUSTRY, CA 91748. Full name of registrant(s) is (are) US. HEALTH EXPRESS CORP, 18701 ARENTH AVE, CITY OF INDUSTRY, CA 91748. This Business is conducted by: A CORPORATION. The registrant(s) has (have) commenced to transact business under the fictitious business name or names listed above on N/A. NOTICE- This Fictitious Name Statement expires five years from the date it was filed. Publish: Mountain Views News Dates Pub: OCT 7, 14, 21, 28, 2017 — [232, 182, 448, 297]
notice-body: The following person(s) is (are) doing business as: LOS ANGELES DRYING SERVICE, 26631 TORRY PINES DR, NEWHALL, CA 91321. Full name of registrant(s) is (are) MANUEL SALGUERO, 26631 TORRY PINES DR, NEWHALL, CA 91321 and OSCAR SALGUERO, 26631 TORRY PINES DR, NEWHALL, CA 91321. This Business is conducted by: A GENERAL PARTNERSHIP. Signed: MANUEL SALGUERO, OWNER/PARTNER. Publish: ES Mountain Views News October 7, 14, 21, 28, 2017 — [685, 182, 901, 276]
notice-columns — [6, 79, 1353, 2543]
notice-column — [1138, 79, 1353, 2543]
notice-body: The following person(s) is (are) doing business as: GIO MERCHANDISE, 9025 LESTERFORD AVE, DOWNEY, CA 90240. Full name of registrant(s) is (are) GUILLERMO ESPARZA, 9025 LESTERFORD AVE, DOWNEY, CA 90240. This Business is conducted by: AN INDIVIDUAL. Signed: GUILLERMO ESPARZA. This statement was filed with the County Clerk of Los Angeles County on 09/26/2017. NOTICE- This Fictitious Name Statement expires five years from the date it was filed. Publish: Mountain Views News Dates Pub: OCT 7, 14, 21, 28, 2017 — [6, 793, 221, 898]
legal-notice — [1138, 364, 1353, 471]
notice-heading: FICTITIOUS BUSINESS NAME STATEMENT — [458, 735, 635, 744]
notice-body: The following person(s) is (are) doing business as: SONATHAN HEATING & AIR, 3909 W PRIVET ST, COMPTON, CA 90222. Full name of registrant(s) is (are) JONATHAN A. LEWIS, 3909 W PRIVET ST, COMPTON, CA 90222. This Business is conducted by: AN INDIVIDUAL. Signed: JONATHAN A. LEWIS. This statement was filed with the County Clerk of Los Angeles County on 09/26/2017. Publish: Mountain Views News Dates Pub: OCT 7, 14, 21, 28, 2017 — [232, 450, 448, 545]
legal-notice — [685, 971, 901, 1078]
notice-file-number: File No. 2017283079 — [458, 1269, 535, 1278]
notice-body: The following person(s) is (are) doing business as: US APPERS, 2390 S. MAIN ST, LOS ANGELES, CA 90007. Full name of registrant(s) is (are) KALANTAR BROTHERS, LLC, 2900 S. MAIN ST, LOS ANGELES, CA 90007. This Business is conducted by: A LIMITED LIABILITY COMPANY. Signed: ZAVIK KALANTARLI. The registrant(s) has (have) commenced to transact business under the fictitious business name or names listed above on 09/28/2017. NOTICE- This Fictitious Name Statement expires five years from the date it was filed in the office of the County Clerk. Publish: Mountain Views News Dates Pub: OCT 7, 14, 21, 28, 2017 — [6, 348, 221, 474]
notice-column — [233, 79, 448, 2543]
footer-publication: Mountain Views News — [6, 2552, 158, 2568]
notice-body: The following person(s) is (are) doing business as: ADVANTAGE STRUCTURED CABLING, 14274 KEESE DR, WHITTIER, CA 90604. Full name of registrant(s) is (are) FERNANDO SOLANO, 14274 KEESE DR, WHITTIER, CA 90604. This Business is conducted by: AN INDIVIDUAL. Signed: FERNANDO SOLANO. Publish: Mountain Views News Dates Pub: SEP 30, OCT 7, 14, 21, 2017 — [911, 1064, 1127, 1148]
notice-body: The following person(s) is (are) doing business as: WHITE COSMETIC DENTISTRY, 30213 CROWNO ST UNIT 2G, AGORA HILLS, CA 91301. Full name of registrant(s) is (are) OPEN CONCEPT, INC, 30313 CANWOOD ST UNIT 2G, AGORA HILLS, CA 91301. This Business is conducted by: A CORPORATION. Signed: GOSON TEBOOSON, PRESIDENT. Publish: ES Mountain Views News October 7, 14, 21, 28, 2017 — [685, 994, 901, 1078]
legal-notice — [233, 551, 448, 690]
notice-body: The following person(s) has abandoned the use of the fictitious business name: JESUS DURAN FLORES, 7615 VINELAND AVE, SUN VALLEY, CA 91352. The original file number of 2016149114. This business was conducted by: AN INDIVIDUAL. Signed: JESUS DURAN FLORES, OWNER. Publish: ES Mountain Views News October 7, 14, 21, 28, 2017 — [911, 859, 1127, 933]
notice-file-number: File No. 2017-269588 — [1138, 817, 1217, 826]
notice-heading: FILE NO. 2017-272900 — [232, 820, 322, 829]
notice-body: The following person(s) is (are) doing business as: SIDE SHIPPED, 18820 DEVONSHIRE ST, NORTHRIDGE, CA 91324. Full name of registrant(s) is (are) REMY WERMAN, 18820 DEVONSHIRE ST, NORTHRIDGE, CA 91324. This Business is conducted by: AN INDIVIDUAL. Signed: REMY WERMAN, OWNER. Publish: ES Mountain Views News October 7, 14, 21, 28, 2017 — [458, 870, 674, 954]
notice-column — [6, 79, 221, 2543]
notice-heading: FICTITIOUS BUSINESS NAME STATEMENT — [1138, 1144, 1315, 1154]
legal-notice — [233, 1169, 448, 1266]
notice-file-number: File No. 2017284826 — [685, 757, 762, 767]
notice-body: The following person(s) is (are) doing business as: WOOD SYSTEM, 6425 GENTRY AVE, NORTH HOLLYWOOD, CA 91605. Full name of registrant(s) is (are) JOSE C. MARTINEZ VILLAFANA, 6425 GENTRY AVE, NORTH HOLLYWOOD, CA 91605. This Business is conducted by: AN INDIVIDUAL. Signed: JOSE C. MARTINEZ VILLAFANA, OWNER. Publish: ES Mountain Views News October 7, 14, 21, 28, 2017 — [458, 418, 674, 502]
notice-heading: FILE NO. 2017-270833 — [232, 943, 322, 953]
notice-heading: FICTITIOUS BUSINESS NAME STATEMENT — [911, 1155, 1088, 1164]
notice-body: The following person(s) is (are) doing business as: FONTAIN TENT, 4774 PARK GRANADA #8411, CALABASAS, CA 91372. Full name of registrant(s) is (are) KAB HOLDINGS, LLC, 4774 PARK GRANADA #8411, CALABASAS, CA 91372. This Business is conducted by: A LIMITED LIABILITY COMPANY. Signed: KAB HOLDINGS, LLC. Publish: ES Mountain Views News October 7, 14, 21, 28, 2017 — [911, 182, 1127, 266]
legal-notice — [685, 159, 901, 277]
notice-file-number: File No. 2017283106 — [458, 407, 535, 417]
notice-heading: FILE NO. 2017284340 — [911, 826, 999, 836]
notice-file-number: File No. 2017272004 — [911, 1166, 988, 1176]
